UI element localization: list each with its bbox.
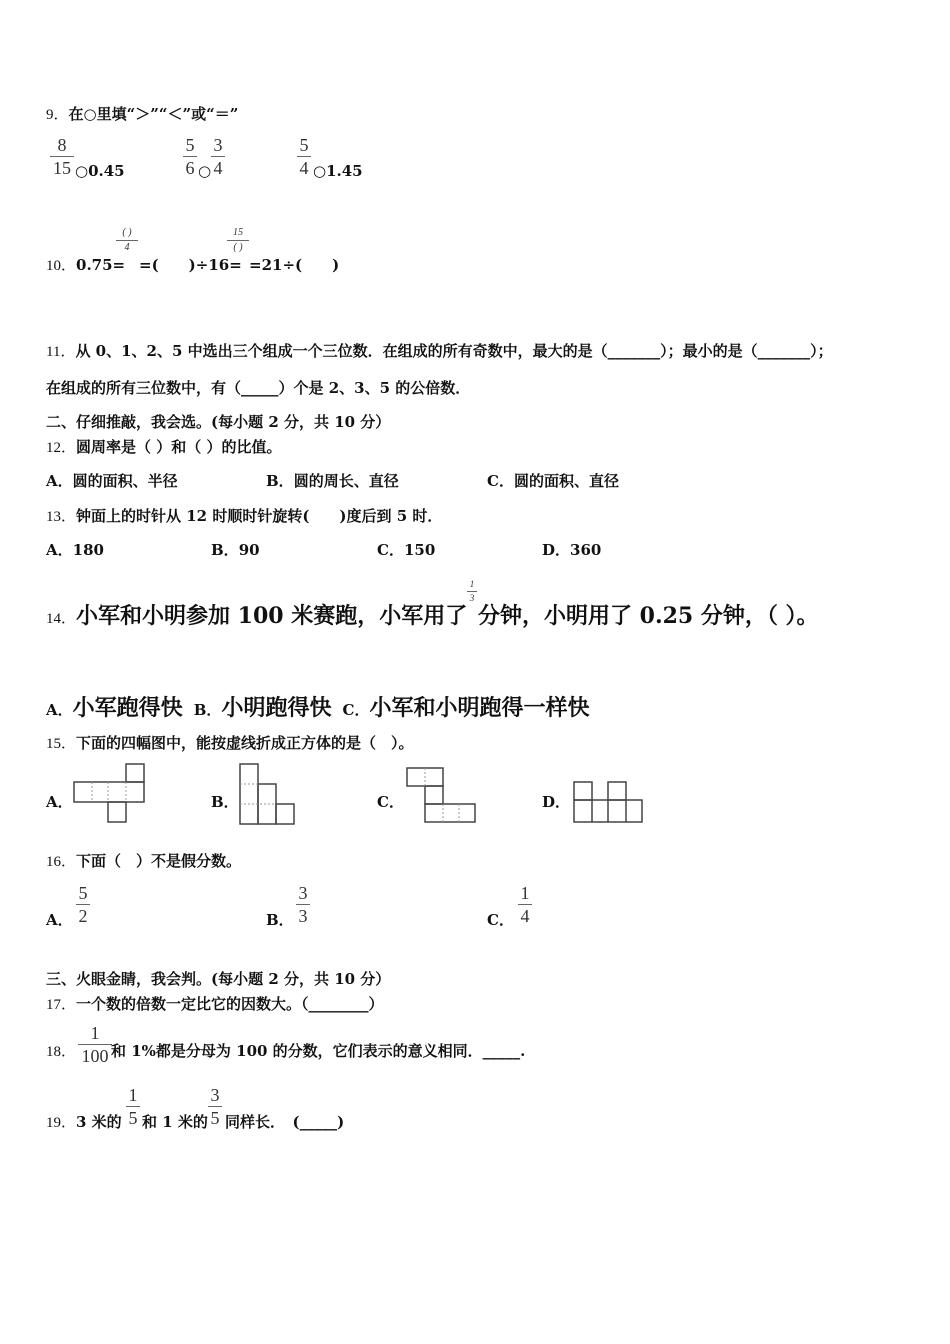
q14-number: 14．: [46, 611, 77, 627]
q14-text-1: 小军和小明参加 100 米赛跑，小军用了: [76, 603, 468, 629]
q16-option-a-frac[interactable]: 5 2: [76, 884, 90, 925]
section-3-heading: 三、火眼金睛，我会判。(每小题 2 分，共 10 分）: [46, 970, 391, 988]
q16-option-b-key[interactable]: B．: [266, 911, 294, 929]
q11-text-1: 从 0、1、2、5 中选出三个组成一个三位数．在组成的所有奇数中，最大的是（_______）；最小的是（_______）；: [75, 342, 833, 360]
q11-number: 11．: [46, 344, 76, 360]
q14-option-c[interactable]: C．小军和小明跑得一样快: [342, 695, 590, 721]
q18-frac: 1 100: [78, 1024, 112, 1065]
q10-number: 10．: [46, 258, 77, 274]
q17-question: [46, 993, 384, 1014]
q15-option-a[interactable]: A．: [46, 793, 73, 811]
q14-text-2: 分钟，小明用了 0.25 分钟，（ ）。: [478, 603, 819, 629]
q14-option-b[interactable]: B．小明跑得快: [193, 695, 332, 721]
q14-frac: 1 3: [467, 580, 477, 603]
q12-option-c[interactable]: C．圆的面积、直径: [487, 472, 619, 490]
q9-compare-a: ○0.45: [75, 162, 125, 180]
q19-frac-2: 3 5: [208, 1086, 222, 1127]
q14-question: [46, 599, 467, 630]
q17-number: 17．: [46, 997, 77, 1013]
q13-text: 钟面上的时针从 12 时顺时针旋转( )度后到 5 时．: [76, 507, 443, 525]
q9-frac-a: 8 15: [50, 136, 74, 177]
q15-number: 15．: [46, 736, 77, 752]
q10-question: [46, 254, 125, 275]
q13-number: 13．: [46, 509, 77, 525]
q9-circle-b: ○: [198, 162, 212, 180]
q15-option-d[interactable]: D．: [542, 793, 571, 811]
q13-option-c[interactable]: C．150: [377, 541, 436, 559]
q16-number: 16．: [46, 854, 77, 870]
q15-question: [46, 732, 414, 753]
q19-text-3: 同样长． (_____): [225, 1113, 345, 1131]
q12-text: 圆周率是（ ）和（ ）的比值。: [76, 438, 282, 456]
q18-text: 和 1%都是分母为 100 的分数，它们表示的意义相同．_____.: [111, 1042, 526, 1060]
q15-net-d: [572, 780, 646, 826]
q9-question: [46, 103, 238, 124]
q15-net-c: [405, 766, 479, 828]
q13-option-a[interactable]: A．180: [46, 541, 104, 559]
q13-option-b[interactable]: B．90: [211, 541, 260, 559]
q19-question: [46, 1111, 122, 1132]
q14-options: [46, 691, 590, 722]
q11-line2: 在组成的所有三位数中，有（_____）个是 2、3、5 的公倍数．: [46, 379, 471, 397]
q15-option-c[interactable]: C．: [377, 793, 404, 811]
q12-option-b[interactable]: B．圆的周长、直径: [266, 472, 399, 490]
q10-middle: =( )÷16=: [139, 256, 242, 274]
q19-text-2: 和 1 米的: [142, 1113, 208, 1131]
q12-option-a[interactable]: A．圆的面积、半径: [46, 472, 178, 490]
q9-number: 9．: [46, 107, 69, 123]
q9-compare-c: ○1.45: [313, 162, 363, 180]
q11-line1: [46, 340, 833, 361]
q16-option-b-frac[interactable]: 3 3: [296, 884, 310, 925]
q16-option-c-frac[interactable]: 1 4: [518, 884, 532, 925]
q18-number-wrap: [46, 1040, 76, 1061]
q9-text: 在○里填“＞”“＜”或“＝”: [68, 105, 239, 123]
q10-tail: =21÷( ): [249, 256, 340, 274]
q13-question: [46, 505, 442, 526]
q10-frac-1: ( ) 4: [116, 228, 138, 253]
q15-net-b: [238, 762, 298, 826]
q19-frac-1: 1 5: [126, 1086, 140, 1127]
q19-number: 19．: [46, 1115, 77, 1131]
section-2-heading: 二、仔细推敲，我会选。(每小题 2 分，共 10 分）: [46, 413, 391, 431]
q12-number: 12．: [46, 440, 77, 456]
q18-number: 18．: [46, 1044, 77, 1060]
q16-option-c-key[interactable]: C．: [487, 911, 514, 929]
q19-text-1: 3 米的: [76, 1113, 122, 1131]
q9-frac-c: 5 4: [297, 136, 311, 177]
q15-text: 下面的四幅图中，能按虚线折成正方体的是（ ）。: [76, 734, 414, 752]
q10-lead: 0.75=: [76, 256, 126, 274]
q17-text: 一个数的倍数一定比它的因数大。（________）: [76, 995, 384, 1013]
q14-option-a[interactable]: A．小军跑得快: [46, 695, 183, 721]
q16-text: 下面（ ）不是假分数。: [76, 852, 242, 870]
q10-frac-2: 15 ( ): [227, 228, 249, 253]
q16-question: [46, 850, 241, 871]
q13-option-d[interactable]: D．360: [542, 541, 602, 559]
q12-question: [46, 436, 281, 457]
q9-frac-b2: 3 4: [211, 136, 225, 177]
q15-net-a: [72, 762, 150, 826]
q9-frac-b1: 5 6: [183, 136, 197, 177]
q16-option-a-key[interactable]: A．: [46, 911, 73, 929]
q15-option-b[interactable]: B．: [211, 793, 239, 811]
